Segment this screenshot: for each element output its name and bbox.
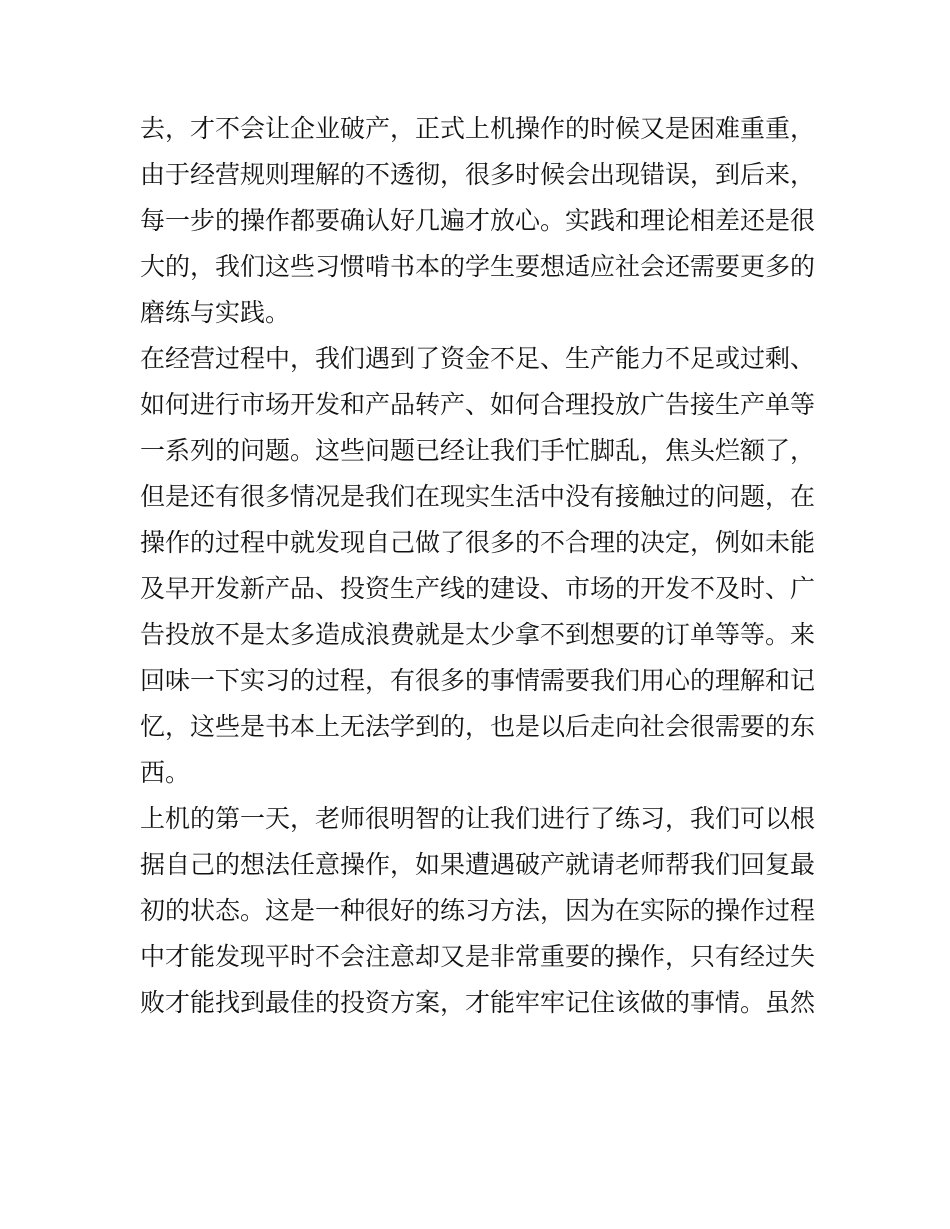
text-line: 及早开发新产品、投资生产线的建设、市场的开发不及时、广 <box>140 574 816 603</box>
text-line: 由于经营规则理解的不透彻，很多时候会出现错误，到后来， <box>140 160 816 189</box>
text-line: 中才能发现平时不会注意却又是非常重要的操作，只有经过失 <box>140 942 816 971</box>
text-line: 磨练与实践。 <box>140 298 291 327</box>
text-line: 在经营过程中，我们遇到了资金不足、生产能力不足或过剩、 <box>140 344 816 373</box>
text-line: 西。 <box>140 758 191 787</box>
text-line: 一系列的问题。这些问题已经让我们手忙脚乱，焦头烂额了， <box>140 436 816 465</box>
text-line: 据自己的想法任意操作，如果遭遇破产就请老师帮我们回复最 <box>140 850 816 879</box>
text-line: 如何进行市场开发和产品转产、如何合理投放广告接生产单等 <box>140 390 816 419</box>
text-line: 大的，我们这些习惯啃书本的学生要想适应社会还需要更多的 <box>140 252 816 281</box>
text-line: 每一步的操作都要确认好几遍才放心。实践和理论相差还是很 <box>140 206 816 235</box>
text-line: 败才能找到最佳的投资方案，才能牢牢记住该做的事情。虽然 <box>140 988 816 1017</box>
text-line: 上机的第一天，老师很明智的让我们进行了练习，我们可以根 <box>140 804 816 833</box>
text-line: 回味一下实习的过程，有很多的事情需要我们用心的理解和记 <box>140 666 816 695</box>
text-line: 初的状态。这是一种很好的练习方法，因为在实际的操作过程 <box>140 896 816 925</box>
text-line: 去，才不会让企业破产，正式上机操作的时候又是困难重重， <box>140 114 816 143</box>
document-body <box>140 106 820 1026</box>
text-line: 操作的过程中就发现自己做了很多的不合理的决定，例如未能 <box>140 528 816 557</box>
text-line: 告投放不是太多造成浪费就是太少拿不到想要的订单等等。来 <box>140 620 816 649</box>
text-line: 但是还有很多情况是我们在现实生活中没有接触过的问题，在 <box>140 482 816 511</box>
text-line: 忆，这些是书本上无法学到的，也是以后走向社会很需要的东 <box>140 712 816 741</box>
